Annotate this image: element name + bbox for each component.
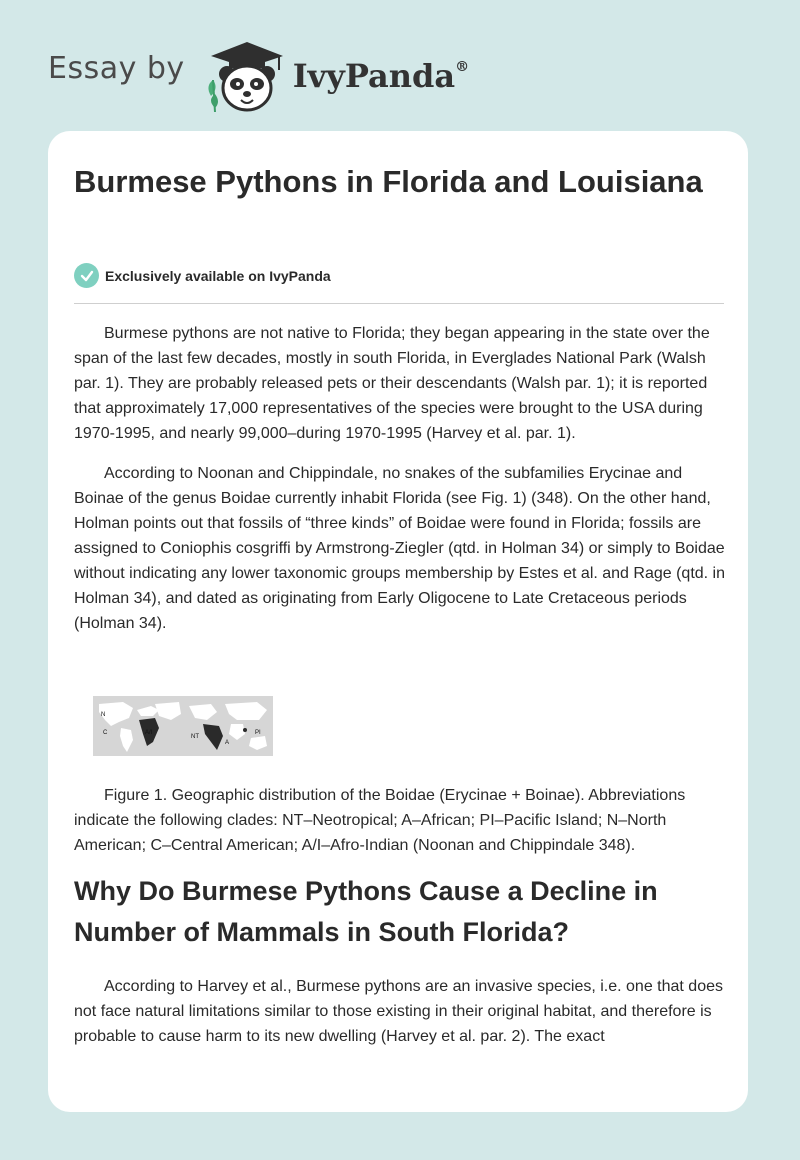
- figure-caption: Figure 1. Geographic distribution of the Boidae (Erycinae + Boinae). Abbreviations indicate the following clades: NT–Neotropical; A–African; PI–Pacific Island; N–North American; C–Central American; A/I–Afro-Indian (Noonan and Chippindale 348).: [74, 787, 686, 854]
- exclusive-label: Exclusively available on IvyPanda: [105, 267, 331, 284]
- divider: [74, 303, 724, 304]
- map-label-a: A: [225, 740, 230, 746]
- check-icon: [74, 263, 99, 288]
- exclusive-badge: [74, 263, 331, 288]
- map-label-n: N: [101, 712, 106, 718]
- site-header: [48, 34, 469, 114]
- essay-by-label: Essay by: [48, 50, 185, 86]
- page-title: Burmese Pythons in Florida and Louisiana: [74, 164, 703, 199]
- brand-text: IvyPanda: [292, 57, 456, 95]
- checkmark-glyph-icon: [80, 269, 94, 283]
- paragraph-1: Burmese pythons are not native to Florida; they began appearing in the state over the span of the last few decades, mostly in south Florida, in Everglades National Park (Walsh par. 1). They are probably released pets or their descendants (Walsh par. 1); it is reported that approximately 17,000 representatives of the species were brought to the USA during 1970-1995, and nearly 99,000–during 1970-1995 (Harvey et al. par. 1).: [74, 325, 710, 442]
- section-heading: Why Do Burmese Pythons Cause a Decline in Number of Mammals in South Florida?: [74, 876, 658, 947]
- paragraph-3: According to Harvey et al., Burmese pythons are an invasive species, i.e. one that does not face natural limitations similar to those existing in their original habitat, and therefore is probable to cause harm to its new dwelling (Harvey et al. par. 2). The exact: [74, 978, 723, 1045]
- map-label-c: C: [103, 730, 108, 736]
- boidae-distribution-map[interactable]: [93, 696, 273, 756]
- registered-mark: ®: [455, 59, 470, 76]
- map-label-pi: PI: [255, 730, 261, 736]
- brand-name[interactable]: [293, 57, 469, 95]
- map-label-nt: NT: [191, 734, 199, 740]
- ivypanda-logo-icon[interactable]: [201, 34, 289, 114]
- essay-card: [48, 131, 748, 1112]
- paragraph-2: According to Noonan and Chippindale, no snakes of the subfamilies Erycinae and Boinae of the genus Boidae currently inhabit Florida (see Fig. 1) (348). On the other hand, Holman points out that fossils of “three kinds” of Boidae were found in Florida; fossils are assigned to Coniophis cosgriffi by Armstrong-Ziegler (qtd. in Holman 34) or simply to Boidae without indicating any lower taxonomic groups membership by Estes et al. and Rage (qtd. in Holman 34), and dated as originating from Early Oligocene to Late Cretaceous periods (Holman 34).: [74, 465, 726, 632]
- map-label-ai: A/I: [145, 730, 153, 736]
